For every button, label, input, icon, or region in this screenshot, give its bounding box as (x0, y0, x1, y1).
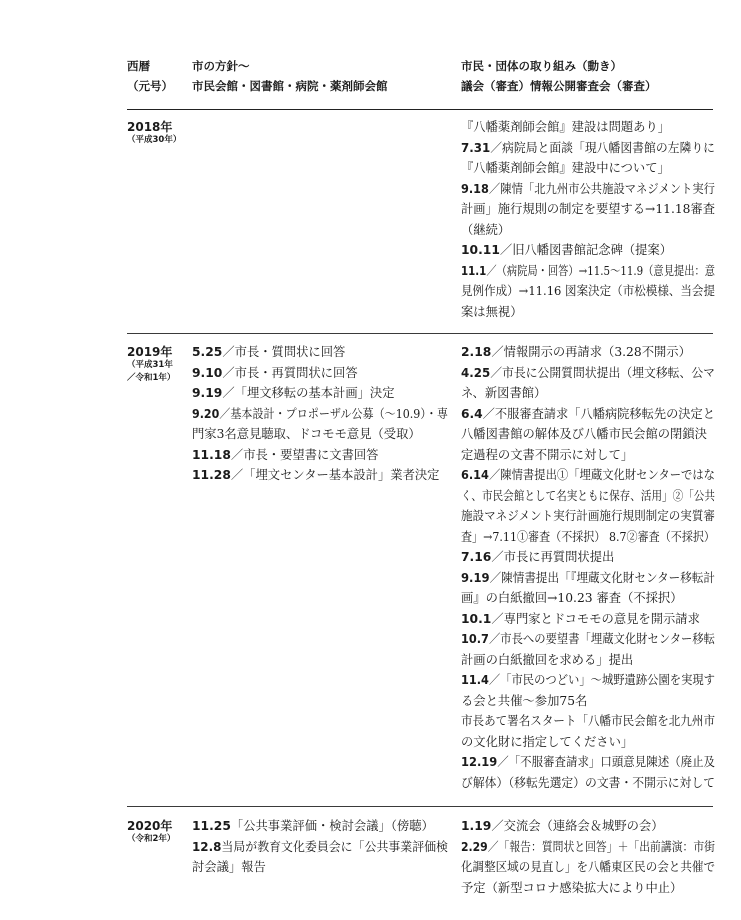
entry-text: ／市長に再質問状提出 (491, 550, 615, 564)
header-era-title: （元号） (127, 79, 173, 93)
policy-line (192, 404, 448, 425)
entry-text: ／情報開示の再請求（3.28不開示） (491, 345, 691, 359)
entry-text: ／陳情「北九州市公共施設マネジメント実行 (488, 181, 715, 196)
year-cell-2019 (127, 342, 175, 385)
entry-date: 12.8 (192, 839, 222, 854)
action-line (461, 609, 700, 630)
entry-date: 2.18 (461, 345, 492, 359)
entry-text: 施設マネジメント実行計画施行規則制定の実質審 (461, 509, 715, 523)
entry-text: 査」→7.11①審査（不採択） 8.7②審査（不採択） (461, 529, 715, 544)
entry-text: 討会議」報告 (192, 860, 266, 874)
entry-text: ネ、新図書館） (461, 386, 547, 400)
action-line (461, 588, 683, 609)
entry-date: 11.4 (461, 673, 489, 687)
entry-text: ／陳情書提出「『埋蔵文化財センター移転計 (489, 570, 715, 585)
entry-text: ／「市民のつどい」〜城野遺跡公園を実現す (488, 673, 715, 687)
policy-line (192, 383, 395, 404)
policy-line (192, 342, 345, 363)
entry-date: 9.18 (461, 181, 489, 196)
citizen-actions-2020 (461, 816, 741, 898)
entry-text: （継続） (461, 222, 511, 237)
citizen-actions-2019 (461, 342, 741, 793)
header-policy-title: 市の方針〜 (192, 59, 250, 73)
year-label: 2020年 (127, 819, 173, 833)
entry-text: ／市長に公開質問状提出（埋文移転、公マ (490, 365, 715, 380)
entry-text: 市長あて署名スタート「八幡市民会館を北九州市 (461, 714, 715, 728)
header-citizen-actions-column (461, 56, 657, 96)
action-line (461, 711, 715, 732)
entry-date: 9.19 (192, 386, 223, 400)
entry-text: ／陳情書提出①「埋蔵文化財センターではな (488, 468, 715, 482)
action-line (461, 816, 664, 837)
entry-text: ／「埋文センター基本設計」業者決定 (230, 468, 440, 482)
entry-date: 12.19 (461, 755, 498, 769)
entry-text: ／交流会（連絡会＆城野の会） (491, 819, 664, 833)
entry-text: ／専門家とドコモモの意見を開示請求 (491, 611, 700, 626)
entry-text: ／「報告：質問状と回答」＋「出前講演：市街 (487, 839, 715, 854)
entry-date: 10.11 (461, 243, 500, 257)
entry-date: 11.1 (461, 263, 487, 278)
entry-date: 10.7 (461, 632, 489, 646)
entry-text: 『八幡薬剤師会館』建設は問題あり」 (461, 120, 671, 134)
header-actions-title: 市民・団体の取り組み（動き） (461, 59, 622, 73)
entry-text: ／（病院局・回答）→11.5〜11.9（意見提出：意 (486, 263, 715, 278)
city-policy-2020 (192, 816, 456, 878)
header-year-column (127, 56, 173, 96)
action-line (461, 138, 715, 159)
action-line (461, 363, 715, 384)
row-divider (127, 806, 713, 807)
entry-date: 9.20 (192, 406, 220, 421)
era-label: （平成31年 (127, 359, 173, 370)
year-label: 2018年 (127, 120, 173, 134)
year-cell-2020 (127, 816, 175, 846)
entry-text: 予定（新型コロナ感染拡大により中止） (461, 880, 683, 895)
header-year-title: 西暦 (127, 59, 150, 73)
action-line (461, 878, 682, 899)
entry-date: 5.25 (192, 345, 223, 359)
action-line (461, 837, 715, 858)
entry-date: 10.1 (461, 611, 492, 626)
entry-text: ／病院局と面談「現八幡図書館の左隣りに (490, 140, 715, 155)
action-line (461, 773, 715, 794)
entry-text: 計画の白紙撤回を求める」提出 (461, 652, 634, 667)
action-line (461, 342, 691, 363)
action-line (461, 383, 546, 404)
header-divider (127, 109, 713, 110)
entry-text: び解体）（移転先選定）の文書・不開示に対して (461, 775, 715, 790)
action-line (461, 486, 715, 507)
era-label: ／令和1年） (127, 372, 176, 383)
action-line (461, 179, 715, 200)
policy-line (192, 363, 358, 384)
action-line (461, 302, 523, 323)
header-actions-subtitle: 議会（審査）情報公開審査会（審査） (461, 79, 657, 93)
entry-text: ／旧八幡図書館記念碑（提案） (499, 243, 673, 257)
policy-line (192, 837, 448, 858)
year-cell-2018 (127, 117, 181, 147)
entry-date: 9.10 (192, 365, 223, 380)
entry-text: 当局が教育文化委員会に「公共事業評価検 (221, 839, 448, 854)
entry-text: の文化財に指定してください」 (461, 734, 634, 749)
entry-text: 案は無視） (461, 304, 523, 319)
action-line (461, 281, 715, 302)
entry-text: ／「不服審査請求」口頭意見陳述（廃止及 (497, 755, 715, 769)
entry-text: 「公共事業評価・検討会議」（傍聴） (230, 819, 434, 833)
era-label: （令和2年） (127, 833, 176, 844)
policy-line (192, 424, 421, 445)
action-line (461, 650, 633, 671)
entry-text: ／「埋文移転の基本計画」決定 (222, 386, 395, 400)
citizen-actions-2018 (461, 117, 741, 322)
action-line (461, 857, 715, 878)
action-line (461, 506, 715, 527)
entry-text: 門家3名意見聴取、ドコモモ意見（受取） (192, 427, 421, 441)
action-line (461, 527, 715, 548)
action-line (461, 547, 614, 568)
entry-date: 7.16 (461, 550, 492, 564)
policy-line (192, 445, 378, 466)
entry-text: ／基本設計・プロポーザル公募（〜10.9）・専 (219, 406, 448, 421)
action-line (461, 199, 715, 220)
policy-line (192, 857, 266, 878)
header-city-policy-column (192, 56, 388, 96)
entry-text: 見例作成）→11.16 図案決定（市松模様、当会提 (461, 284, 715, 298)
entry-text: 化調整区域の見直し」を八幡東区民の会と共催で (461, 860, 715, 874)
action-line (461, 424, 707, 445)
entry-date: 11.25 (192, 819, 231, 833)
entry-text: ／不服審査請求「八幡病院移転先の決定と (482, 406, 715, 421)
city-policy-2019 (192, 342, 477, 486)
entry-date: 2.29 (461, 839, 488, 854)
action-line (461, 568, 715, 589)
entry-date: 4.25 (461, 365, 491, 380)
header-policy-subtitle: 市民会館・図書館・病院・薬剤師会館 (192, 79, 388, 93)
row-divider (127, 333, 713, 334)
entry-text: 八幡図書館の解体及び八幡市民会館の閉鎖決 (461, 427, 707, 441)
action-line (461, 670, 715, 691)
entry-text: 計画」施行規則の制定を要望する→11.18審査 (461, 202, 715, 216)
action-line (461, 445, 633, 466)
year-label: 2019年 (127, 345, 173, 359)
action-line (461, 158, 670, 179)
action-line (461, 117, 670, 138)
entry-date: 9.19 (461, 570, 490, 585)
entry-date: 11.18 (192, 447, 231, 462)
entry-date: 1.19 (461, 819, 492, 833)
action-line (461, 465, 715, 486)
entry-text: 画』の白紙撤回→10.23 審査（不採択） (461, 591, 683, 605)
action-line (461, 220, 510, 241)
entry-text: 『八幡薬剤師会館』建設中について」 (461, 161, 670, 175)
action-line (461, 261, 715, 282)
entry-text: 定過程の文書不開示に対して」 (461, 447, 634, 462)
entry-date: 6.4 (461, 406, 483, 421)
entry-text: ／市長・要望書に文書回答 (230, 447, 379, 462)
entry-text: ／市長・再質問状に回答 (222, 365, 358, 380)
era-label: （平成30年） (127, 134, 182, 145)
policy-line (192, 816, 434, 837)
entry-text: ／市長への要望書「埋蔵文化財センター移転 (488, 632, 715, 646)
action-line (461, 404, 715, 425)
action-line (461, 752, 715, 773)
entry-date: 11.28 (192, 468, 231, 482)
action-line (461, 629, 715, 650)
entry-date: 7.31 (461, 140, 491, 155)
entry-text: る会と共催〜参加75名 (461, 693, 588, 708)
entry-text: く、市民会館として名実ともに保存、活用」②「公共 (461, 488, 715, 503)
action-line (461, 691, 587, 712)
policy-line (192, 465, 439, 486)
action-line (461, 240, 672, 261)
action-line (461, 732, 633, 753)
entry-text: ／市長・質問状に回答 (222, 345, 346, 359)
entry-date: 6.14 (461, 468, 489, 482)
